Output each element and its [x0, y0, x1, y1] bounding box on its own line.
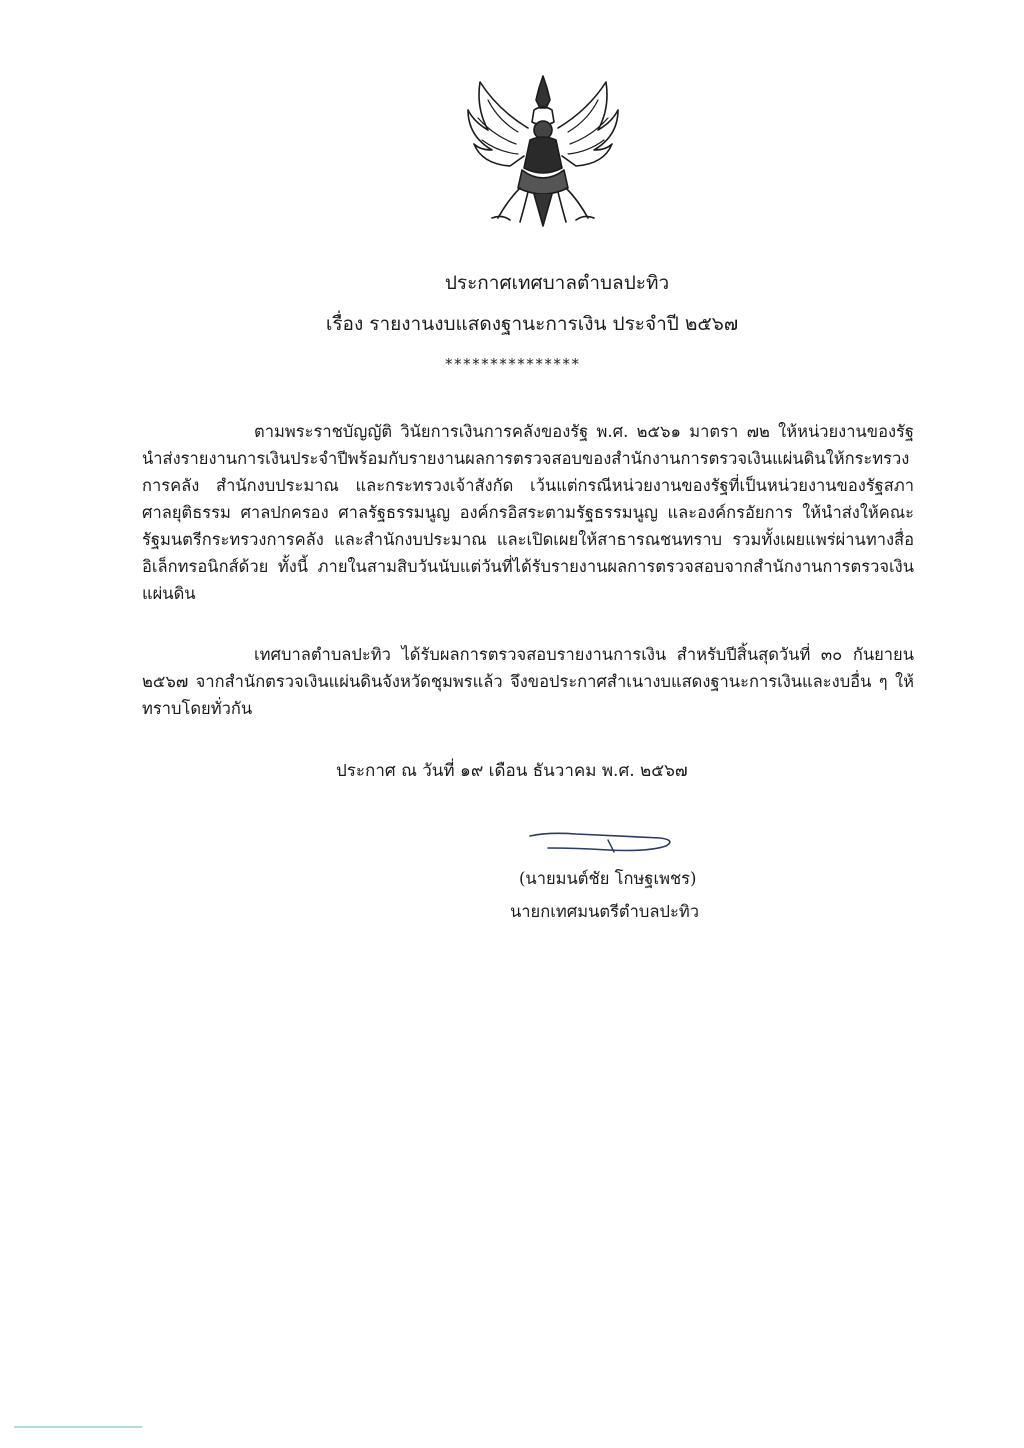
- body-paragraph-2: เทศบาลตำบลปะทิว ได้รับผลการตรวจสอบรายงานการเงิน สำหรับปีสิ้นสุดวันที่ ๓๐ กันยายน ๒๕๖๗ จากสำนักตรวจเงินแผ่นดินจังหวัดชุมพรแล้ว จึงขอประกาศสำเนางบแสดงฐานะการเงินและงบอื่น ๆ ให้ทราบโดยทั่วกัน: [142, 645, 914, 718]
- handwritten-signature-icon: [528, 826, 678, 856]
- garuda-emblem-icon: [458, 70, 628, 230]
- footer-mark: [14, 1426, 142, 1428]
- body-paragraph-1: ตามพระราชบัญญัติ วินัยการเงินการคลังของรัฐ พ.ศ. ๒๕๖๑ มาตรา ๗๒ ให้หน่วยงานของรัฐนำส่งรายงานการเงินประจำปีพร้อมกับรายงานผลการตรวจสอบของสำนักงานการตรวจเงินแผ่นดินให้กระทรวงการคลัง สำนักงบประมาณ และกระทรวงเจ้าสังกัด เว้นแต่กรณีหน่วยงานของรัฐที่เป็นหน่วยงานของรัฐสภา ศาลยุติธรรม ศาลปกครอง ศาลรัฐธรรมนูญ องค์กรอิสระตามรัฐธรรมนูญ และองค์กรอัยการ ให้นำส่งให้คณะรัฐมนตรีกระทรวงการคลัง และสำนักงบประมาณ และเปิดเผยให้สาธารณชนทราบ รวมทั้งเผยแพร่ผ่านทางสื่ออิเล็กทรอนิกส์ด้วย ทั้งนี้ ภายในสามสิบวันนับแต่วันที่ได้รับรายงานผลการตรวจสอบจากสำนักงานการตรวจเงินแผ่นดิน: [142, 422, 914, 603]
- announcement-date: ประกาศ ณ วันที่ ๑๙ เดือน ธันวาคม พ.ศ. ๒๕๖๗: [336, 761, 688, 781]
- signer-title: นายกเทศมนตรีตำบลปะทิว: [510, 902, 699, 921]
- title-divider: ***************: [444, 355, 580, 373]
- signer-name: (นายมนต์ชัย โกษฐเพชร): [519, 869, 697, 888]
- announcement-subject: เรื่อง รายงานงบแสดงฐานะการเงิน ประจำปี ๒๕๖๗: [325, 313, 739, 335]
- announcement-title: ประกาศเทศบาลตำบลปะทิว: [444, 272, 670, 294]
